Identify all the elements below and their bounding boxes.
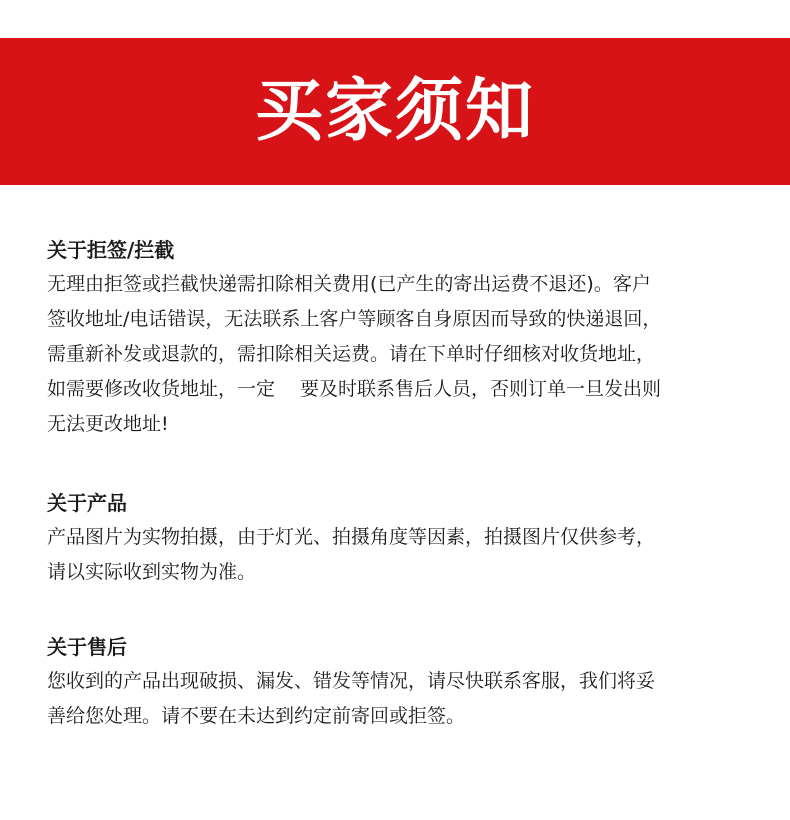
section-refusal-interception [47,233,757,442]
section-body [47,520,757,590]
text-line: 如需要修改收货地址，一定 要及时联系售后人员，否则订单一旦发出则 [47,378,662,400]
section-body [47,664,757,734]
title-banner [0,38,790,185]
page-title: 买家须知 [254,71,535,151]
text-line: 需重新补发或退款的，需扣除相关运费。请在下单时仔细核对收货地址， [47,343,656,365]
text-line: 您收到的产品出现破损、漏发、错发等情况，请尽快联系客服，我们将妥 [47,670,656,692]
text-line: 请以实际收到实物为准。 [47,561,257,583]
section-product [47,486,757,590]
section-heading: 关于拒签/拦截 [47,238,175,262]
section-after-sales [47,630,757,734]
section-heading: 关于售后 [47,635,127,659]
text-line: 无法更改地址! [47,413,169,435]
text-line: 签收地址/电话错误，无法联系上客户等顾客自身原因而导致的快递退回， [47,308,662,330]
text-line: 无理由拒签或拦截快递需扣除相关费用(已产生的寄出运费不退还)。客户 [47,273,651,295]
section-heading: 关于产品 [47,491,127,515]
section-body [47,267,757,442]
text-line: 善给您处理。请不要在未达到约定前寄回或拒签。 [47,705,466,727]
text-line: 产品图片为实物拍摄，由于灯光、拍摄角度等因素，拍摄图片仅供参考， [47,526,656,548]
